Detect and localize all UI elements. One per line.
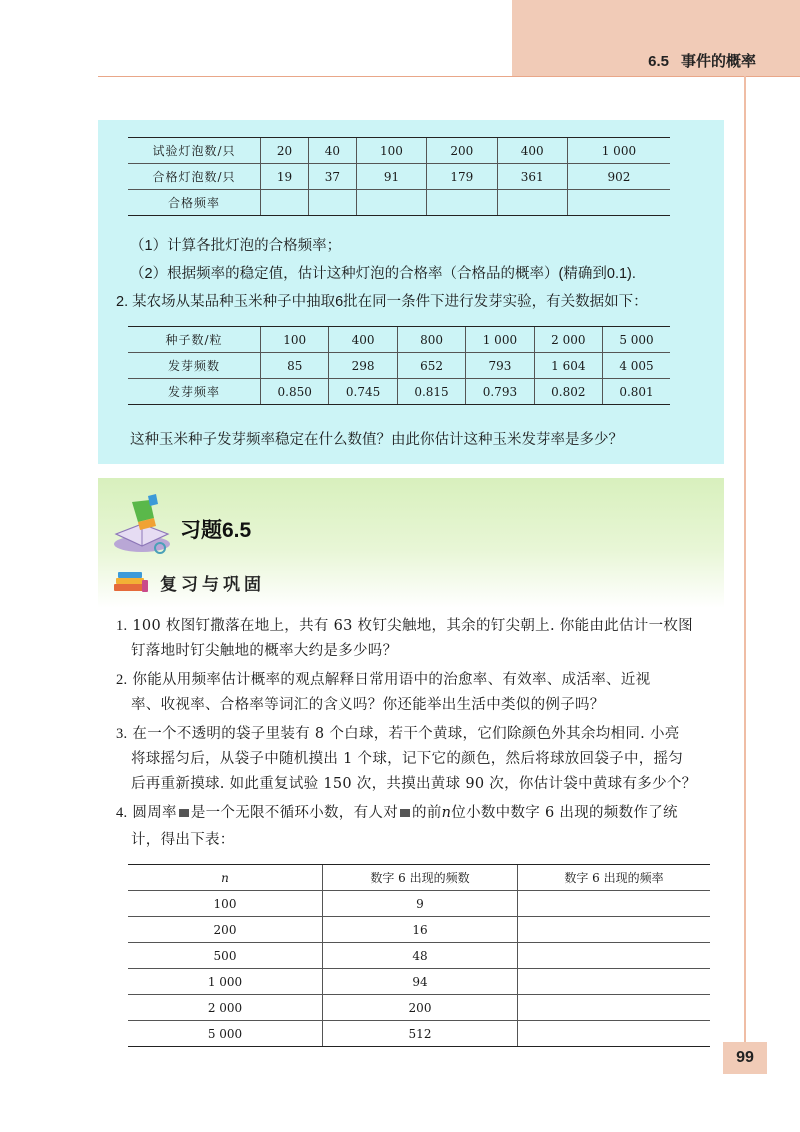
exercise-2-line-2: 率、收视率、合格率等词汇的含义吗？你还能举出生活中类似的例子吗？: [131, 697, 605, 713]
row-header: 发芽频率: [128, 379, 261, 405]
table-cell: 100: [261, 327, 329, 353]
exercise-text: 在一个不透明的袋子里装有 8 个白球，若干个黄球，它们除颜色外其余均相同. 小亮: [132, 726, 680, 742]
table-cell: 48: [323, 943, 518, 969]
table-row: [128, 190, 670, 216]
section-heading: [648, 50, 756, 71]
table-cell: 793: [466, 353, 534, 379]
exercise-text: 圆周率: [132, 805, 177, 821]
table-cell: 0.745: [329, 379, 397, 405]
table-cell: 20: [261, 138, 309, 164]
table-cell: 16: [323, 917, 518, 943]
table-row: [128, 327, 670, 353]
table-cell: 100: [128, 891, 323, 917]
table-cell: 0.850: [261, 379, 329, 405]
table-cell: 361: [497, 164, 567, 190]
table-cell: [497, 190, 567, 216]
table-row: [128, 917, 710, 943]
exercise-text: 是一个无限不循环小数，有人对: [190, 805, 399, 821]
table-cell: 200: [427, 138, 497, 164]
table-cell: [518, 891, 711, 917]
question-1: （1）计算各批灯泡的合格频率；: [130, 238, 342, 254]
table-row: [128, 891, 710, 917]
exercise-text: 位小数中数字 6 出现的频数作了统: [451, 805, 678, 821]
table-cell: 91: [356, 164, 426, 190]
exercise-number: 1.: [116, 618, 128, 634]
exercise-3-line-2: 将球摇匀后，从袋子中随机摸出 1 个球，记下它的颜色，然后将球放回袋子中，摇匀: [131, 751, 684, 767]
table-cell: 9: [323, 891, 518, 917]
exercise-3-line-1: [116, 722, 680, 743]
table-row: [128, 969, 710, 995]
table-cell: [518, 1021, 711, 1047]
exercise-4-line-1: [116, 801, 678, 822]
table-cell: 1 604: [534, 353, 602, 379]
table-cell: 200: [323, 995, 518, 1021]
table-cell: 40: [308, 138, 356, 164]
table-cell: 512: [323, 1021, 518, 1047]
page-number: 99: [723, 1042, 767, 1074]
table-cell: [356, 190, 426, 216]
variable-n: n: [441, 805, 452, 821]
table-cell: [261, 190, 309, 216]
table-header-row: [128, 865, 710, 891]
table-cell: 0.802: [534, 379, 602, 405]
exercise-4-line-2: 计，得出下表：: [131, 832, 235, 848]
table-cell: 298: [329, 353, 397, 379]
table-cell: [518, 943, 711, 969]
problem-2-intro: 2. 某农场从某品种玉米种子中抽取6批在同一条件下进行发芽实验，有关数据如下：: [116, 294, 648, 310]
exercise-1-line-1: [116, 614, 693, 635]
exercise-number: 2.: [116, 672, 128, 688]
table-cell: [567, 190, 670, 216]
table-cell: 100: [356, 138, 426, 164]
table-cell: 652: [397, 353, 465, 379]
exercise-text: 100 枚图钉撒落在地上，共有 63 枚钉尖触地，其余的钉尖朝上. 你能由此估计一枚图: [132, 618, 693, 634]
exercise-subtitle: 复习与巩固: [160, 575, 265, 595]
section-title: 事件的概率: [680, 53, 756, 70]
table-cell: 1 000: [128, 969, 323, 995]
exercise-2-line-1: [116, 668, 650, 689]
row-header: 合格频率: [128, 190, 261, 216]
column-header: n: [128, 865, 323, 891]
page-edge-rule: [744, 76, 746, 1046]
table-cell: 800: [397, 327, 465, 353]
table-cell: 0.801: [603, 379, 670, 405]
table-cell: [518, 995, 711, 1021]
table-row: [128, 164, 670, 190]
pi-symbol-icon: [400, 809, 410, 817]
books-icon: [112, 570, 150, 594]
pi-symbol-icon: [179, 809, 189, 817]
exercise-text: 的前: [412, 805, 442, 821]
table-row: [128, 353, 670, 379]
table-cell: 5 000: [603, 327, 670, 353]
table-cell: 4 005: [603, 353, 670, 379]
table-cell: 179: [427, 164, 497, 190]
column-header: 数字 6 出现的频数: [323, 865, 518, 891]
column-header: 数字 6 出现的频率: [518, 865, 711, 891]
table-cell: 85: [261, 353, 329, 379]
pi-digit-table: [128, 864, 710, 1047]
row-header: 试验灯泡数/只: [128, 138, 261, 164]
table-cell: 400: [329, 327, 397, 353]
table-cell: 37: [308, 164, 356, 190]
exercise-3-line-3: 后再重新摸球. 如此重复试验 150 次，共摸出黄球 90 次，你估计袋中黄球有多少个？: [131, 776, 697, 792]
table-row: [128, 379, 670, 405]
row-header: 种子数/粒: [128, 327, 261, 353]
table-cell: 5 000: [128, 1021, 323, 1047]
section-number: 6.5: [648, 53, 669, 70]
table-cell: 1 000: [567, 138, 670, 164]
table-cell: 400: [497, 138, 567, 164]
table-cell: [518, 917, 711, 943]
table-cell: 0.815: [397, 379, 465, 405]
table-cell: 2 000: [128, 995, 323, 1021]
row-header: 发芽频数: [128, 353, 261, 379]
row-header: 合格灯泡数/只: [128, 164, 261, 190]
table-cell: 1 000: [466, 327, 534, 353]
problem-2-question: 这种玉米种子发芽频率稳定在什么数值？由此你估计这种玉米发芽率是多少？: [130, 432, 623, 448]
table-cell: 500: [128, 943, 323, 969]
table-cell: 19: [261, 164, 309, 190]
exercise-title: 习题6.5: [180, 519, 252, 542]
table-cell: 902: [567, 164, 670, 190]
table-row: [128, 1021, 710, 1047]
table-cell: 2 000: [534, 327, 602, 353]
table-cell: [427, 190, 497, 216]
table-cell: 0.793: [466, 379, 534, 405]
question-2: （2）根据频率的稳定值，估计这种灯泡的合格率（合格品的概率）(精确到0.1).: [130, 266, 636, 282]
exercise-text: 你能从用频率估计概率的观点解释日常用语中的治愈率、有效率、成活率、近视: [132, 672, 651, 688]
table-cell: 94: [323, 969, 518, 995]
exercise-book-icon: [110, 490, 174, 558]
table-row: [128, 138, 670, 164]
bulb-table: [128, 137, 670, 216]
table-cell: [308, 190, 356, 216]
header-rule: [98, 76, 800, 77]
exercise-number: 4.: [116, 805, 128, 821]
exercise-1-line-2: 钉落地时钉尖触地的概率大约是多少吗？: [131, 643, 398, 659]
table-cell: [518, 969, 711, 995]
exercise-number: 3.: [116, 726, 128, 742]
table-row: [128, 995, 710, 1021]
table-cell: 200: [128, 917, 323, 943]
table-row: [128, 943, 710, 969]
seed-table: [128, 326, 670, 405]
